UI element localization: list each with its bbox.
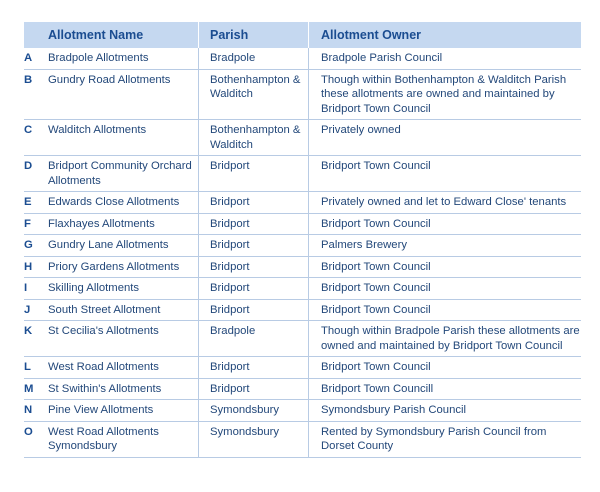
allotment-name-cell [24, 300, 198, 321]
table-row [24, 400, 581, 422]
table-row [24, 235, 581, 257]
owner-cell: Bridport Town Council [308, 357, 581, 378]
owner-cell: Symondsbury Parish Council [308, 400, 581, 421]
parish-cell: Bridport [198, 357, 308, 378]
table-row [24, 214, 581, 236]
allotment-name: St Swithin's Allotments [48, 382, 162, 395]
table-row [24, 70, 581, 121]
owner-cell: Though within Bothenhampton & Walditch Parish these allotments are owned and maintained by Bridport Town Council [308, 70, 581, 120]
owner-cell: Bridport Town Council [308, 214, 581, 235]
table-body [24, 48, 581, 458]
table-row [24, 422, 581, 458]
allotment-name: Bradpole Allotments [48, 52, 149, 64]
parish-cell: Bridport [198, 379, 308, 400]
allotment-name: Flaxhayes Allotments [48, 217, 155, 230]
header-allotment-owner: Allotment Owner [308, 22, 581, 48]
parish-cell: Bridport [198, 192, 308, 213]
map-letter: F [24, 217, 31, 230]
parish-cell: Bradpole [198, 321, 308, 356]
owner-cell: Bridport Town Council [308, 257, 581, 278]
parish-cell: Bridport [198, 214, 308, 235]
owner-cell: Bridport Town Councill [308, 379, 581, 400]
parish-cell: Bridport [198, 156, 308, 191]
table-header [24, 22, 581, 48]
owner-cell: Palmers Brewery [308, 235, 581, 256]
allotment-name-cell [24, 156, 198, 191]
owner-cell: Bradpole Parish Council [308, 48, 581, 69]
allotment-name-cell [24, 192, 198, 213]
owner-cell: Bridport Town Council [308, 156, 581, 191]
allotment-name: Skilling Allotments [48, 282, 140, 294]
allotment-name: West Road Allotments [48, 361, 159, 373]
map-letter: L [24, 361, 31, 373]
allotment-name: St Cecilia's Allotments [48, 325, 159, 337]
allotment-name-cell [24, 422, 198, 457]
map-letter: I [24, 282, 28, 294]
owner-cell: Rented by Symondsbury Parish Council from Dorset County [308, 422, 581, 457]
table-row [24, 120, 581, 156]
table-row [24, 192, 581, 214]
allotment-name: Pine View Allotments [48, 404, 154, 416]
header-allotment-name: Allotment Name [48, 28, 144, 42]
owner-cell: Bridport Town Council [308, 278, 581, 299]
parish-cell: Bothenhampton & Walditch [198, 120, 308, 155]
parish-cell: Bridport [198, 300, 308, 321]
map-letter: C [24, 124, 33, 136]
map-letter: O [24, 425, 33, 438]
allotment-name: Walditch Allotments [48, 124, 147, 136]
map-letter: D [24, 160, 33, 172]
table-row [24, 156, 581, 192]
table-row [24, 379, 581, 401]
parish-cell: Bridport [198, 257, 308, 278]
allotment-name-cell [24, 214, 198, 235]
allotment-name-cell [24, 357, 198, 378]
map-letter: M [24, 382, 34, 395]
table-row [24, 300, 581, 322]
allotment-name: Edwards Close Allotments [48, 196, 180, 208]
owner-cell: Privately owned [308, 120, 581, 155]
map-letter: B [24, 73, 33, 86]
allotment-name: South Street Allotment [48, 303, 161, 316]
parish-cell: Bridport [198, 235, 308, 256]
table-row [24, 321, 581, 357]
allotment-name-cell [24, 120, 198, 155]
allotments-table [24, 22, 581, 458]
parish-cell: Bridport [198, 278, 308, 299]
allotment-name-cell [24, 321, 198, 356]
map-letter: J [24, 303, 31, 316]
parish-cell: Bradpole [198, 48, 308, 69]
map-letter: N [24, 404, 33, 416]
map-letter: K [24, 325, 33, 337]
allotment-name-cell [24, 257, 198, 278]
table-row [24, 357, 581, 379]
table-row [24, 48, 581, 70]
allotment-name: Gundry Lane Allotments [48, 239, 169, 251]
allotment-name-cell [24, 235, 198, 256]
allotment-name: Priory Gardens Allotments [48, 260, 180, 273]
owner-cell: Though within Bradpole Parish these allotments are owned and maintained by Bridport Town Council [308, 321, 581, 356]
allotment-name-cell [24, 70, 198, 120]
owner-cell: Bridport Town Council [308, 300, 581, 321]
table-row [24, 257, 581, 279]
allotment-name-cell [24, 400, 198, 421]
header-parish: Parish [198, 22, 308, 48]
allotment-name: Gundry Road Allotments [48, 73, 171, 86]
map-letter: H [24, 260, 33, 273]
allotment-name-cell [24, 278, 198, 299]
allotment-name: Bridport Community Orchard Allotments [48, 160, 192, 187]
table-row [24, 278, 581, 300]
parish-cell: Symondsbury [198, 422, 308, 457]
allotment-name-cell [24, 48, 198, 69]
owner-cell: Privately owned and let to Edward Close' tenants [308, 192, 581, 213]
map-letter: G [24, 239, 33, 251]
allotment-name-cell [24, 379, 198, 400]
allotment-name: West Road Allotments Symondsbury [48, 425, 159, 452]
parish-cell: Symondsbury [198, 400, 308, 421]
map-letter: E [24, 196, 32, 208]
parish-cell: Bothenhampton & Walditch [198, 70, 308, 120]
map-letter: A [24, 52, 33, 64]
